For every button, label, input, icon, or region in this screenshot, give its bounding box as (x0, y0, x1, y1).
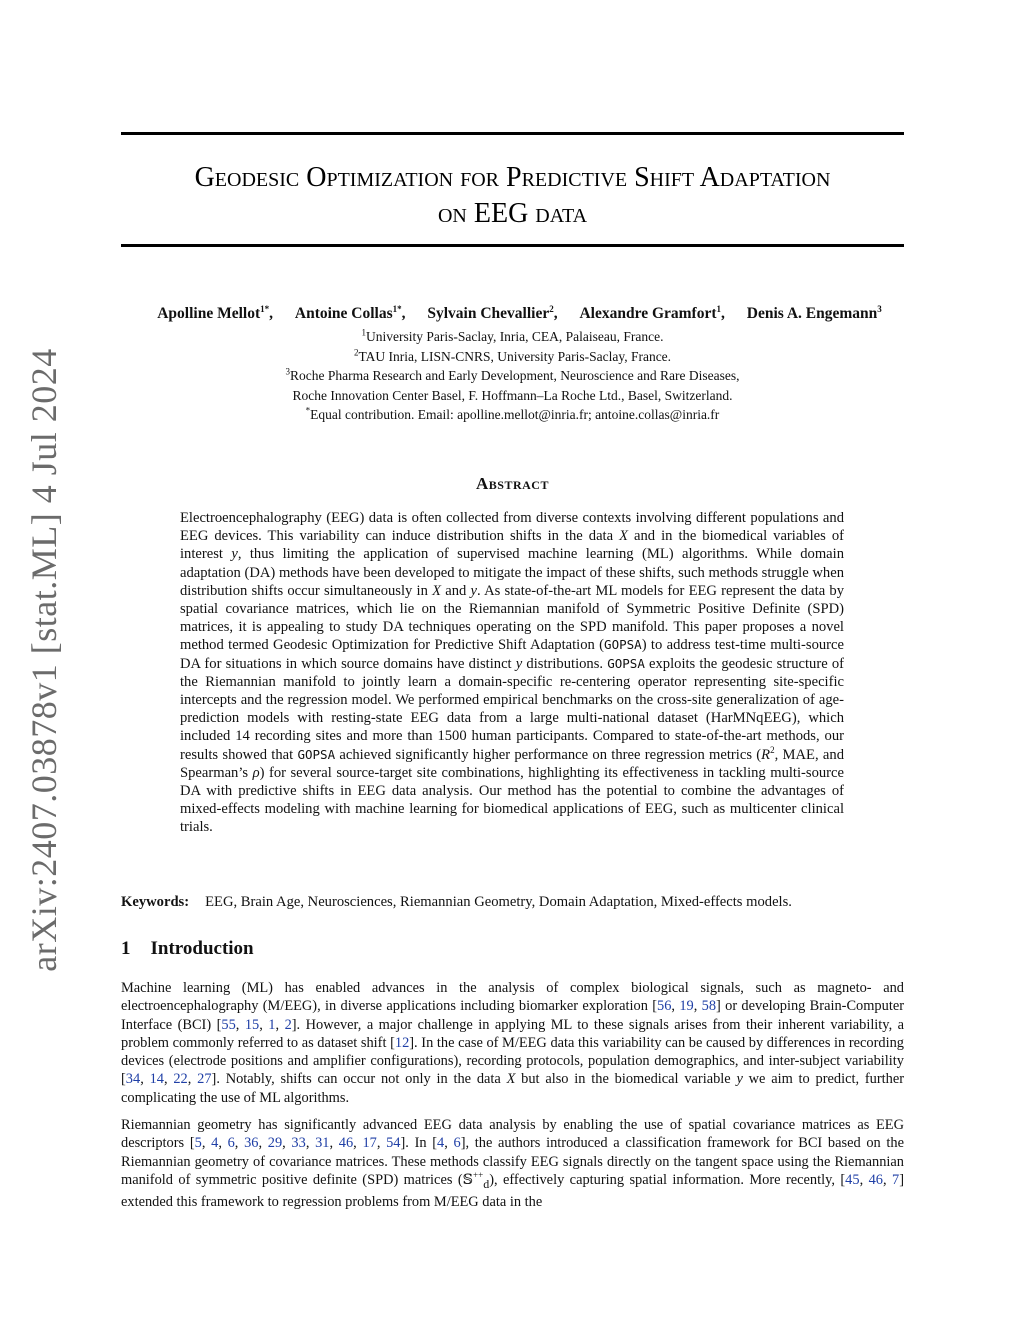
author-list (121, 305, 918, 323)
citation-link[interactable]: 31 (315, 1135, 330, 1152)
citation-link[interactable]: 46 (868, 1171, 883, 1188)
keywords (121, 894, 904, 911)
citation-link[interactable]: 34 (125, 1071, 141, 1088)
citation-link[interactable]: 6 (453, 1135, 461, 1152)
citation-link[interactable]: 27 (197, 1071, 212, 1088)
citation-link[interactable]: 45 (845, 1171, 860, 1188)
citation-link[interactable]: 7 (891, 1171, 900, 1188)
citation-link[interactable]: 29 (267, 1135, 283, 1152)
citation-link[interactable]: 17 (362, 1135, 377, 1152)
affiliation-1: $^1$University Paris-Saclay, Inria, CEA, Palaiseau, France. (361, 327, 664, 344)
title-bottom-rule (121, 244, 904, 247)
citation-link[interactable]: 2 (284, 1016, 292, 1033)
citation-link[interactable]: 15 (244, 1016, 260, 1033)
intro-paragraph-2: Riemannian geometry has significantly advanced EEG data analysis by enabling the use of spatial covariance matrices as EEG descriptors [5, 4, 6, 36, 29, 33, 31, 46, 17, 54]. In [4, 6], the authors introduced a classification framework for BCI based on the Riemannian geometry of covariance matrices. These methods classify EEG signals directly on the tangent space using the Riemannian manifold of symmetric positive definite (SPD) matrices (𝕊++$_d$), effectively capturing spatial information. More recently, [45, 46, 7] extended this framework to regression problems from M/EEG data in the (121, 1117, 904, 1211)
affiliation-2: $^2$TAU Inria, LISN-CNRS, University Paris-Saclay, France. (353, 347, 672, 364)
citation-link[interactable]: 54 (386, 1135, 401, 1152)
abstract-heading: Abstract (476, 474, 549, 493)
method-name: GOPSA (607, 655, 645, 671)
affiliations (121, 327, 904, 425)
title-top-rule (121, 132, 904, 135)
method-name: GOPSA (297, 746, 336, 762)
method-name: GOPSA (604, 637, 642, 653)
author-engemann: Denis A. Engemann$^3$ (746, 303, 882, 322)
author-mellot: Apolline Mellot$^{1*}$, (157, 303, 273, 322)
citation-link[interactable]: 5 (194, 1135, 202, 1152)
arxiv-sidebar-stamp: arXiv:2407.03878v1 [stat.ML] 4 Jul 2024 (24, 348, 64, 972)
citation-link[interactable]: 12 (394, 1034, 410, 1051)
paper-title (121, 160, 904, 232)
author-chevallier: Sylvain Chevallier$^2$, (427, 303, 558, 322)
affiliation-3: $^3$Roche Pharma Research and Early Development, Neuroscience and Rare Diseases, (285, 366, 740, 383)
citation-link[interactable]: 14 (149, 1071, 164, 1088)
citation-link[interactable]: 33 (291, 1135, 306, 1152)
citation-link[interactable]: 4 (211, 1135, 219, 1152)
citation-link[interactable]: 36 (244, 1135, 259, 1152)
citation-link[interactable]: 56 (657, 998, 672, 1015)
keywords-label: Keywords: (121, 894, 190, 910)
citation-link[interactable]: 6 (227, 1135, 235, 1152)
intro-paragraph-1: Machine learning (ML) has enabled advances in the analysis of complex biological signals, such as magneto- and electroencephalography (M/EEG), in diverse applications including biomarker exploration [56, 19, 58] or developing Brain-Computer Interface (BCI) [55, 15, 1, 2]. However, a major challenge in applying ML to these signals arises from their inherent variability, a problem commonly referred to as dataset shift [12]. In the case of M/EEG data this variability can be caused by differences in recording devices (electrode positions and amplifier configurations), recording protocols, population demographics, and inter-subject variability [34, 14, 22, 27]. Notably, shifts can occur not only in the data X but also in the biomedical variable y we aim to predict, further complicating the use of ML algorithms. (121, 980, 905, 1106)
citation-link[interactable]: 46 (338, 1135, 354, 1152)
author-collas: Antoine Collas$^{1*}$, (294, 303, 406, 322)
citation-link[interactable]: 19 (679, 998, 694, 1015)
abstract-body: Electroencephalography (EEG) data is often collected from diverse contexts involving different populations and EEG devices. This variability can induce distribution shifts in the data X and in the biomedical variables of interest y, thus limiting the application of supervised machine learning (ML) algorithms. While domain adaptation (DA) methods have been developed to mitigate the impact of these shifts, such methods struggle when distribution shifts occur simultaneously in X and y. As state-of-the-art ML models for EEG represent the data by spatial covariance matrices, which lie on the Riemannian manifold of Symmetric Positive Definite (SPD) matrices, it is appealing to study DA techniques operating on the SPD manifold. This paper proposes a novel method termed Geodesic Optimization for Predictive Shift Adaptation (GOPSA) to address test-time multi-source DA for situations in which source domains have distinct y distributions. GOPSA exploits the geodesic structure of the Riemannian manifold to jointly learn a domain-specific re-centering operator representing site-specific intercepts and the regression model. We performed empirical benchmarks on the cross-site generalization of age-prediction models with resting-state EEG data from a large multi-national dataset (HarMNqEEG), which included 14 recording sites and more than 1500 human participants. Compared to state-of-the-art methods, our results showed that GOPSA achieved significantly higher performance on three regression metrics ($R^2$, MAE, and Spearman’s ρ) for several source-target site combinations, highlighting its effectiveness in tackling multi-source DA with predictive shifts in EEG data analysis. Our method has the potential to combine the advantages of mixed-effects modeling with machine learning for biomedical applications of EEG, such as multicenter clinical trials. (180, 510, 845, 836)
affiliation-3-cont: Roche Innovation Center Basel, F. Hoffmann–La Roche Ltd., Basel, Switzerland. (292, 387, 733, 403)
citation-link[interactable]: 55 (221, 1016, 236, 1033)
keywords-text: EEG, Brain Age, Neurosciences, Riemannian Geometry, Domain Adaptation, Mixed-effects models. (205, 894, 792, 910)
equal-contribution-note: *Equal contribution. Email: apolline.mellot@inria.fr; antoine.collas@inria.fr (305, 405, 720, 422)
title-line-1: Geodesic Optimization for Predictive Shift Adaptation (194, 162, 831, 193)
citation-link[interactable]: 1 (268, 1016, 276, 1033)
section-heading-introduction: 1 Introduction (121, 938, 254, 959)
citation-link[interactable]: 58 (701, 998, 717, 1015)
citation-link[interactable]: 4 (437, 1135, 445, 1152)
citation-link[interactable]: 22 (173, 1071, 188, 1088)
author-gramfort: Alexandre Gramfort$^1$, (579, 303, 725, 322)
title-line-2: on EEG data (437, 198, 588, 229)
